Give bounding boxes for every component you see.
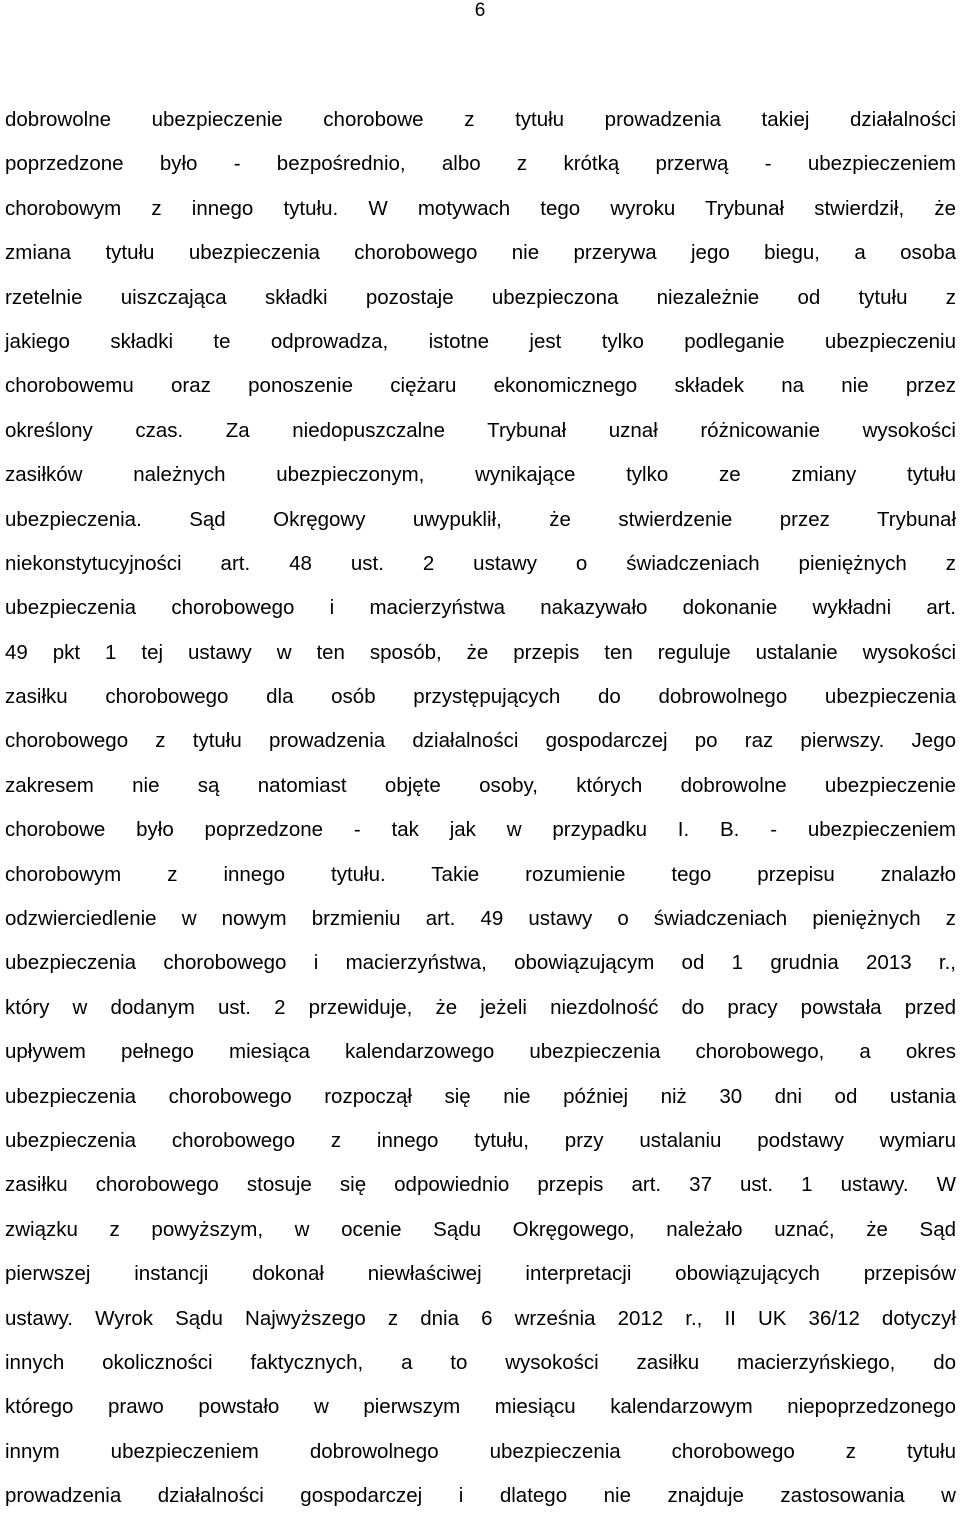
text-line: chorobowemu oraz ponoszenie ciężaru ekonomicznego składek na nie przez (5, 374, 956, 398)
text-line: który w dodanym ust. 2 przewiduje, że jeżeli niezdolność do pracy powstała przed (5, 995, 956, 1019)
text-line: pierwszej instancji dokonał niewłaściwej interpretacji obowiązujących przepisów (5, 1262, 956, 1286)
text-line: innych okoliczności faktycznych, a to wysokości zasiłku macierzyńskiego, do (5, 1350, 956, 1374)
text-line: związku z powyższym, w ocenie Sądu Okręgowego, należało uznać, że Sąd (5, 1217, 956, 1241)
text-line: ubezpieczenia chorobowego rozpoczął się nie później niż 30 dni od ustania (5, 1084, 956, 1108)
text-line: niekonstytucyjności art. 48 ust. 2 ustawy o świadczeniach pieniężnych z (5, 551, 956, 575)
text-line: którego prawo powstało w pierwszym miesiącu kalendarzowym niepoprzedzonego (5, 1395, 956, 1419)
text-line: określony czas. Za niedopuszczalne Trybunał uznał różnicowanie wysokości (5, 418, 956, 442)
body-text (5, 98, 956, 1519)
text-line: ubezpieczenia. Sąd Okręgowy uwypuklił, że stwierdzenie przez Trybunał (5, 507, 956, 531)
text-line: poprzedzone było - bezpośrednio, albo z krótką przerwą - ubezpieczeniem (5, 152, 956, 176)
page-number: 6 (474, 0, 486, 21)
text-line: ustawy. Wyrok Sądu Najwyższego z dnia 6 września 2012 r., II UK 36/12 dotyczył (5, 1306, 956, 1330)
text-line: odzwierciedlenie w nowym brzmieniu art. 49 ustawy o świadczeniach pieniężnych z (5, 907, 956, 931)
text-line: prowadzenia działalności gospodarczej i dlatego nie znajduje zastosowania w (5, 1484, 956, 1508)
text-line: upływem pełnego miesiąca kalendarzowego ubezpieczenia chorobowego, a okres (5, 1040, 956, 1064)
text-line: zasiłków należnych ubezpieczonym, wynikające tylko ze zmiany tytułu (5, 463, 956, 487)
text-line: innym ubezpieczeniem dobrowolnego ubezpieczenia chorobowego z tytułu (5, 1439, 956, 1463)
text-line: zasiłku chorobowego dla osób przystępujących do dobrowolnego ubezpieczenia (5, 685, 956, 709)
text-line: ubezpieczenia chorobowego i macierzyństwa nakazywało dokonanie wykładni art. (5, 596, 956, 620)
text-line: dobrowolne ubezpieczenie chorobowe z tytułu prowadzenia takiej działalności (5, 108, 956, 131)
text-line: chorobowego z tytułu prowadzenia działalności gospodarczej po raz pierwszy. Jego (5, 729, 956, 753)
text-line: zasiłku chorobowego stosuje się odpowiednio przepis art. 37 ust. 1 ustawy. W (5, 1173, 956, 1197)
text-line: 49 pkt 1 tej ustawy w ten sposób, że przepis ten reguluje ustalanie wysokości (5, 640, 956, 664)
text-line: jakiego składki te odprowadza, istotne jest tylko podleganie ubezpieczeniu (5, 329, 956, 353)
text-line: zakresem nie są natomiast objęte osoby, których dobrowolne ubezpieczenie (5, 773, 956, 797)
text-line: ubezpieczenia chorobowego i macierzyństwa, obowiązującym od 1 grudnia 2013 r., (5, 951, 956, 975)
text-line: chorobowym z innego tytułu. Takie rozumienie tego przepisu znalazło (5, 862, 956, 886)
text-line: chorobowe było poprzedzone - tak jak w przypadku I. B. - ubezpieczeniem (5, 818, 956, 842)
text-line: chorobowym z innego tytułu. W motywach tego wyroku Trybunał stwierdził, że (5, 196, 956, 220)
text-line: ubezpieczenia chorobowego z innego tytułu, przy ustalaniu podstawy wymiaru (5, 1128, 956, 1152)
text-line: rzetelnie uiszczająca składki pozostaje ubezpieczona niezależnie od tytułu z (5, 285, 956, 309)
text-line: zmiana tytułu ubezpieczenia chorobowego nie przerywa jego biegu, a osoba (5, 241, 956, 265)
